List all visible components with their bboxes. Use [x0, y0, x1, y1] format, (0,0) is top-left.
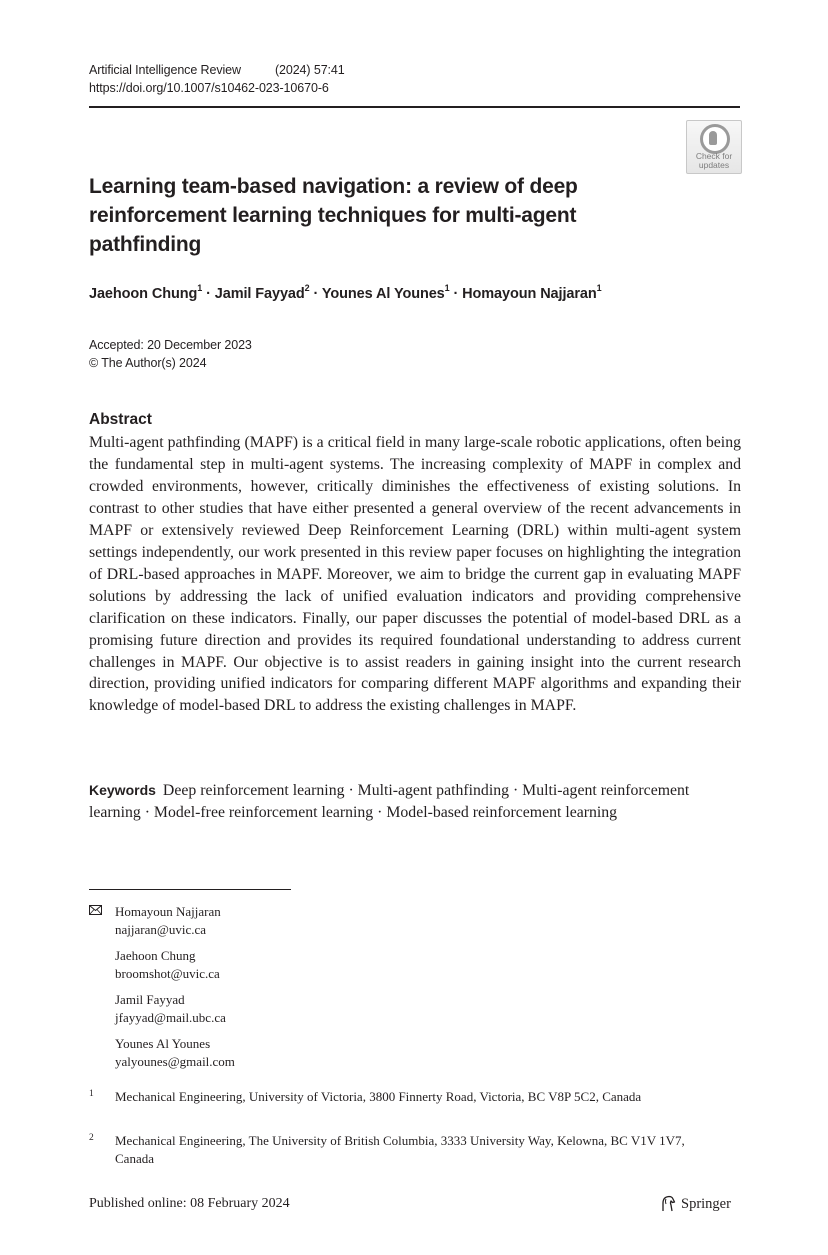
author-affiliation-mark: 2 — [304, 283, 310, 294]
publisher-name: Springer — [681, 1195, 731, 1212]
affiliation-number: 2 — [89, 1133, 94, 1143]
author-name: Homayoun Najjaran — [462, 286, 597, 302]
author-separator: · — [309, 286, 322, 302]
doi-link[interactable]: https://doi.org/10.1007/s10462-023-10670-6 — [89, 81, 329, 95]
springer-horse-icon — [660, 1195, 676, 1213]
author-affiliation-mark: 1 — [197, 283, 203, 294]
keywords-label: Keywords — [89, 782, 156, 798]
contact-email[interactable]: yalyounes@gmail.com — [115, 1054, 235, 1070]
contact-name: Younes Al Younes — [115, 1036, 211, 1051]
author-separator: · — [202, 286, 215, 302]
author-separator: · — [449, 286, 463, 302]
contact-name: Jaehoon Chung — [115, 948, 196, 963]
contact-email[interactable]: broomshot@uvic.ca — [115, 966, 220, 982]
crossmark-icon — [700, 124, 730, 154]
article-dates — [89, 336, 252, 372]
contact-email[interactable]: jfayyad@mail.ubc.ca — [115, 1010, 226, 1026]
affiliation-number: 1 — [89, 1089, 94, 1099]
author-name: Jaehoon Chung — [89, 286, 198, 302]
keywords-text: Deep reinforcement learning · Multi-agent pathfinding · Multi-agent reinforcement learning · Model-free reinforcement learning · Model-based reinforcement learning — [89, 782, 690, 821]
copyright-line: © The Author(s) 2024 — [89, 356, 207, 370]
author-affiliation-mark: 1 — [596, 283, 602, 294]
affiliation-text: Mechanical Engineering, The University of British Columbia, 3333 University Way, Kelowna, BC V1V 1V7, Canada — [115, 1133, 685, 1167]
journal-header — [89, 61, 345, 97]
published-online: Published online: 08 February 2024 — [89, 1196, 290, 1211]
affiliation-text: Mechanical Engineering, University of Victoria, 3800 Finnerty Road, Victoria, BC V8P 5C2, Canada — [115, 1089, 642, 1104]
check-for-updates-badge[interactable] — [686, 120, 742, 174]
abstract-text: Multi-agent pathfinding (MAPF) is a critical field in many large-scale robotic applications, often being the fundamental step in multi-agent systems. The increasing complexity of MAPF in complex and crowded environments, however, critically diminishes the effectiveness of existing solutions. In contrast to other studies that have either presented a general overview of the recent advancements in MAPF or extensively reviewed Deep Reinforcement Learning (DRL) within multi-agent system settings independently, our work presented in this review paper focuses on highlighting the integration of DRL-based approaches in MAPF. Moreover, we aim to bridge the current gap in evaluating MAPF solutions by addressing the lack of unified evaluation indicators and providing comprehensive clarification on these indicators. Finally, our paper discusses the potential of model-based DRL as a promising future direction and provides its required foundational understanding to address current challenges in MAPF. Our objective is to assist readers in gaining insight into the current research direction, providing unified indicators for comparing different MAPF algorithms and expanding their knowledge of model-based DRL to address the existing challenges in MAPF. — [89, 434, 741, 715]
abstract-heading: Abstract — [89, 411, 152, 428]
contact-entry — [115, 1035, 235, 1072]
contact-name: Homayoun Najjaran — [115, 904, 221, 919]
author-affiliation-mark: 1 — [444, 283, 450, 294]
contact-entry — [115, 991, 226, 1028]
accepted-date: Accepted: 20 December 2023 — [89, 338, 252, 352]
publisher-logo[interactable] — [660, 1195, 731, 1213]
footnote-rule — [89, 889, 291, 890]
header-rule — [89, 106, 740, 108]
contact-entry — [115, 903, 221, 940]
author-name: Younes Al Younes — [321, 286, 445, 302]
volume-info: (2024) 57:41 — [274, 63, 345, 77]
envelope-icon — [89, 905, 102, 915]
affiliation-entry — [89, 1132, 709, 1169]
journal-name: Artificial Intelligence Review — [89, 63, 241, 77]
keywords-section — [89, 779, 741, 824]
contact-name: Jamil Fayyad — [115, 992, 185, 1007]
contact-email[interactable]: najjaran@uvic.ca — [115, 922, 207, 938]
author-name: Jamil Fayyad — [214, 286, 305, 302]
author-list — [89, 283, 602, 302]
affiliation-entry — [89, 1088, 709, 1106]
contact-entry — [115, 947, 220, 984]
article-title: Learning team-based navigation: a review of deep reinforcement learning techniques for multi-agent pathfinding — [89, 175, 578, 256]
check-for-updates-label: Check for updates — [695, 151, 733, 170]
